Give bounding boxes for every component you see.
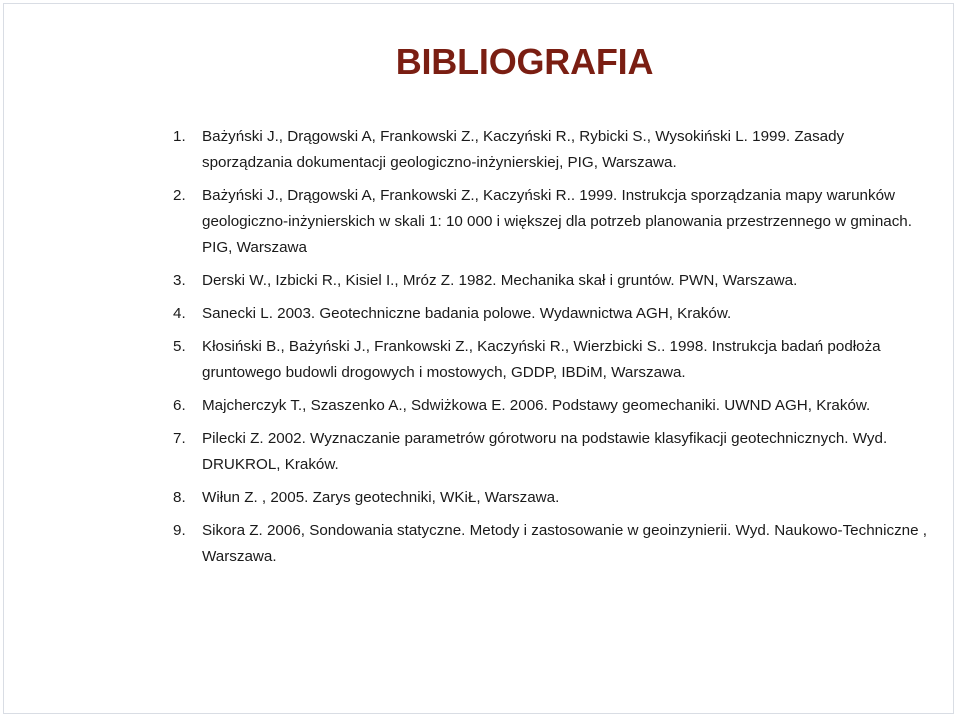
item-number: 1. bbox=[173, 128, 186, 145]
item-text: Derski W., Izbicki R., Kisiel I., Mróz Z. 1982. Mechanika skał i gruntów. PWN, Warszawa. bbox=[202, 272, 798, 289]
item-number: 8. bbox=[173, 489, 186, 506]
item-text: Majcherczyk T., Szaszenko A., Sdwiżkowa E. 2006. Podstawy geomechaniki. UWND AGH, Kraków. bbox=[202, 397, 871, 414]
bibliography-item-9 bbox=[170, 518, 930, 570]
bibliography-item-8 bbox=[170, 485, 930, 511]
bibliography-item-6 bbox=[170, 393, 930, 419]
bibliography-item-7 bbox=[170, 426, 930, 478]
item-text: Sanecki L. 2003. Geotechniczne badania polowe. Wydawnictwa AGH, Kraków. bbox=[202, 305, 732, 322]
item-number: 4. bbox=[173, 305, 186, 322]
item-number: 6. bbox=[173, 397, 186, 414]
bibliography-item-1 bbox=[170, 124, 930, 176]
item-text: Bażyński J., Drągowski A, Frankowski Z., Kaczyński R.. 1999. Instrukcja sporządzania mapy warunków geologiczno-inżynierskich w skali 1: 10 000 i większej dla potrzeb planowania przestrzennego w gminach. PIG, Warszawa bbox=[202, 187, 912, 256]
bibliography-item-2 bbox=[170, 183, 930, 261]
item-number: 7. bbox=[173, 430, 186, 447]
bibliography-item-4 bbox=[170, 301, 930, 327]
item-text: Sikora Z. 2006, Sondowania statyczne. Metody i zastosowanie w geoinzynierii. Wyd. Naukowo-Techniczne , Warszawa. bbox=[202, 522, 928, 565]
item-number: 3. bbox=[173, 272, 186, 289]
item-number: 2. bbox=[173, 187, 186, 204]
item-text: Bażyński J., Drągowski A, Frankowski Z., Kaczyński R., Rybicki S., Wysokiński L. 1999. Zasady sporządzania dokumentacji geologiczno-inżynierskiej, PIG, Warszawa. bbox=[202, 128, 845, 171]
bibliography-item-3 bbox=[170, 268, 930, 294]
page-title: BIBLIOGRAFIA bbox=[395, 41, 654, 82]
bibliography-list bbox=[170, 124, 930, 577]
item-text: Wiłun Z. , 2005. Zarys geotechniki, WKiŁ, Warszawa. bbox=[202, 489, 560, 506]
item-text: Pilecki Z. 2002. Wyznaczanie parametrów górotworu na podstawie klasyfikacji geotechnicznych. Wyd. DRUKROL, Kraków. bbox=[202, 430, 888, 473]
item-number: 9. bbox=[173, 522, 186, 539]
item-number: 5. bbox=[173, 338, 186, 355]
bibliography-item-5 bbox=[170, 334, 930, 386]
item-text: Kłosiński B., Bażyński J., Frankowski Z., Kaczyński R., Wierzbicki S.. 1998. Instrukcja badań podłoża gruntowego budowli drogowych i mostowych, GDDP, IBDiM, Warszawa. bbox=[202, 338, 881, 381]
